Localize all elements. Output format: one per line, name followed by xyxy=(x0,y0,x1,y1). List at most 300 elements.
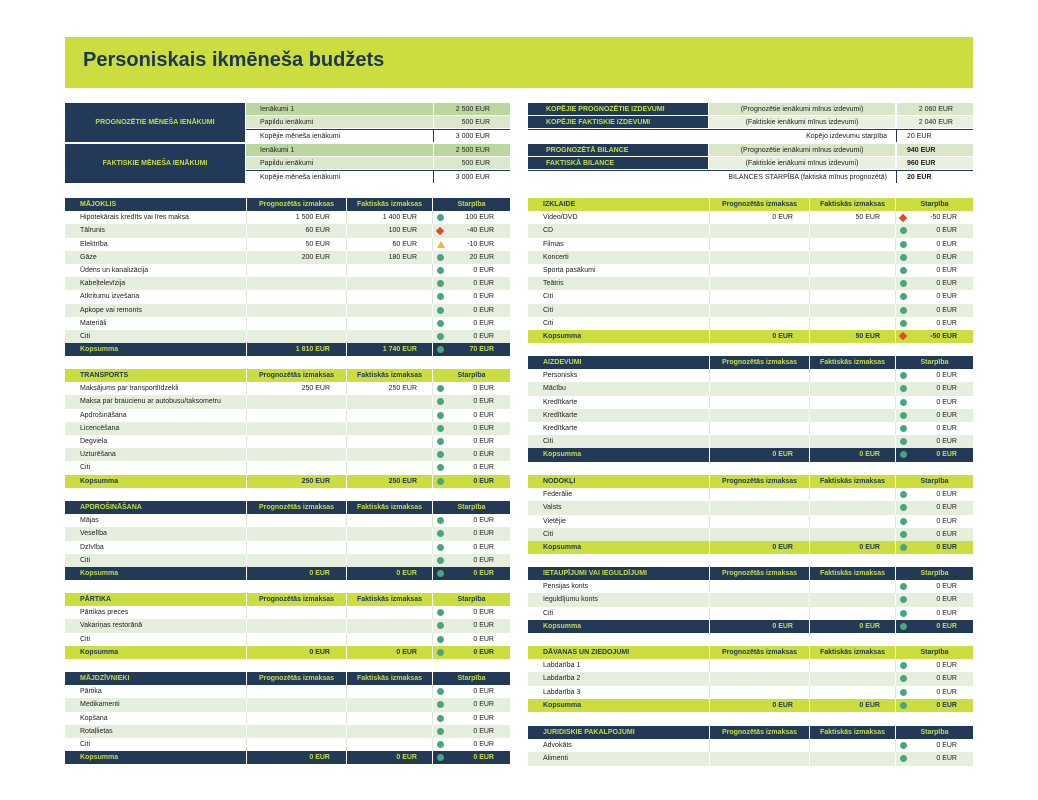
actual-cell[interactable] xyxy=(346,619,432,632)
table-row[interactable] xyxy=(65,317,510,330)
green-indicator-icon xyxy=(900,689,907,696)
difference-value: 0 EUR xyxy=(936,267,957,275)
projected-income-row[interactable] xyxy=(246,116,510,129)
projected-cell[interactable] xyxy=(246,712,346,725)
projected-cell[interactable] xyxy=(246,409,346,422)
projected-cell[interactable] xyxy=(709,739,809,752)
actual-cell[interactable] xyxy=(346,435,432,448)
projected-income-total-row[interactable] xyxy=(246,129,510,142)
row-label: Dzīvība xyxy=(80,543,104,551)
actual-cell[interactable] xyxy=(809,382,895,395)
projected-cell[interactable] xyxy=(246,317,346,330)
projected-cell[interactable] xyxy=(709,607,809,620)
projected-cell[interactable] xyxy=(709,264,809,277)
table-row[interactable] xyxy=(528,607,973,620)
projected-cell[interactable]: 1 500 EUR xyxy=(246,211,346,224)
column-header-actual: Faktiskās izmaksas xyxy=(809,726,895,739)
actual-cell[interactable]: 50 EUR xyxy=(809,211,895,224)
projected-cell[interactable] xyxy=(709,277,809,290)
green-indicator-icon xyxy=(900,293,907,300)
actual-cell[interactable] xyxy=(809,501,895,514)
projected-cell[interactable] xyxy=(246,290,346,303)
column-header-projected: Prognozētās izmaksas xyxy=(709,567,809,580)
difference-cell xyxy=(895,607,973,620)
green-indicator-icon xyxy=(437,464,444,471)
projected-cell[interactable] xyxy=(246,264,346,277)
actual-cell[interactable] xyxy=(346,422,432,435)
total-difference-value: 0 EUR xyxy=(473,477,494,485)
section-header xyxy=(528,726,973,739)
row-label: Citi xyxy=(543,438,554,446)
column-header-difference: Starpība xyxy=(432,672,510,685)
table-row[interactable] xyxy=(65,738,510,751)
actual-cell[interactable] xyxy=(809,396,895,409)
projected-cell[interactable] xyxy=(246,395,346,408)
row-label: Kredītkarte xyxy=(543,425,578,433)
actual-cell[interactable]: 250 EUR xyxy=(346,382,432,395)
table-row[interactable] xyxy=(65,541,510,554)
projected-cell[interactable] xyxy=(246,448,346,461)
difference-cell xyxy=(895,515,973,528)
table-row[interactable] xyxy=(65,448,510,461)
actual-cell[interactable] xyxy=(809,528,895,541)
table-row[interactable] xyxy=(65,290,510,303)
actual-cell[interactable] xyxy=(346,317,432,330)
actual-cell[interactable] xyxy=(346,304,432,317)
projected-cell[interactable]: 250 EUR xyxy=(246,382,346,395)
balance-row-label xyxy=(528,171,708,183)
actual-cell[interactable]: 100 EUR xyxy=(346,224,432,237)
table-row[interactable] xyxy=(65,633,510,646)
actual-cell[interactable] xyxy=(809,739,895,752)
column-header-projected: Prognozētās izmaksas xyxy=(709,198,809,211)
column-header-projected: Prognozētās izmaksas xyxy=(246,198,346,211)
table-row[interactable] xyxy=(65,712,510,725)
table-row[interactable] xyxy=(65,304,510,317)
projected-cell[interactable] xyxy=(709,369,809,382)
row-label: Kredītkarte xyxy=(543,398,578,406)
actual-cell[interactable] xyxy=(346,461,432,474)
balance-row[interactable] xyxy=(528,157,973,170)
actual-cell[interactable] xyxy=(346,698,432,711)
table-row[interactable] xyxy=(528,752,973,765)
actual-cell[interactable] xyxy=(809,686,895,699)
total-label: Kopsumma xyxy=(543,451,582,459)
green-indicator-icon xyxy=(900,241,907,248)
balance-row-note: (Faktiskie ienākumi mīnus izdevumi) xyxy=(709,116,895,128)
actual-cell[interactable] xyxy=(346,541,432,554)
actual-cell[interactable] xyxy=(346,264,432,277)
actual-cell[interactable] xyxy=(346,290,432,303)
table-row[interactable] xyxy=(528,409,973,422)
table-row[interactable] xyxy=(528,686,973,699)
table-row[interactable] xyxy=(528,396,973,409)
section-majdzivnieki xyxy=(65,672,510,764)
green-indicator-icon xyxy=(900,702,907,709)
table-row[interactable] xyxy=(528,211,973,224)
balance-row-label: KOPĒJIE FAKTISKIE IZDEVUMI xyxy=(528,116,708,128)
table-row[interactable] xyxy=(65,461,510,474)
balance-difference-row[interactable] xyxy=(528,129,973,142)
balance-difference-row[interactable] xyxy=(528,170,973,183)
row-label: Citi xyxy=(543,530,554,538)
projected-cell[interactable] xyxy=(709,251,809,264)
projected-cell[interactable] xyxy=(709,501,809,514)
difference-value: 0 EUR xyxy=(473,688,494,696)
difference-value: 0 EUR xyxy=(936,517,957,525)
table-row[interactable] xyxy=(65,264,510,277)
projected-cell[interactable] xyxy=(246,422,346,435)
total-difference-value: 0 EUR xyxy=(473,648,494,656)
section-nodokli xyxy=(528,475,973,554)
table-row[interactable] xyxy=(65,554,510,567)
table-row[interactable] xyxy=(528,369,973,382)
table-row[interactable] xyxy=(528,382,973,395)
difference-value: 0 EUR xyxy=(473,741,494,749)
table-row[interactable] xyxy=(528,580,973,593)
projected-cell[interactable]: 0 EUR xyxy=(709,211,809,224)
projected-cell[interactable] xyxy=(709,304,809,317)
difference-cell xyxy=(432,224,510,237)
total-label: Kopsumma xyxy=(80,570,119,578)
table-row[interactable] xyxy=(528,422,973,435)
table-row[interactable] xyxy=(65,330,510,343)
projected-cell[interactable] xyxy=(709,488,809,501)
projected-income-row[interactable] xyxy=(246,103,510,116)
balance-row-label: KOPĒJIE PROGNOZĒTIE IZDEVUMI xyxy=(528,103,708,115)
table-row[interactable] xyxy=(65,277,510,290)
projected-cell[interactable] xyxy=(246,527,346,540)
section-title: IZKLAIDE xyxy=(543,201,576,209)
section-juridiskie xyxy=(528,726,973,766)
projected-cell[interactable] xyxy=(246,304,346,317)
row-label: Citi xyxy=(80,332,91,340)
balance-row-value: 940 EUR xyxy=(896,144,973,156)
column-header-projected: Prognozētās izmaksas xyxy=(709,646,809,659)
difference-cell xyxy=(432,448,510,461)
actual-cell[interactable] xyxy=(346,633,432,646)
green-indicator-icon xyxy=(437,715,444,722)
row-label: Pensijas konts xyxy=(543,583,589,591)
row-label: CD xyxy=(543,227,554,235)
table-row[interactable] xyxy=(528,290,973,303)
green-indicator-icon xyxy=(900,451,907,458)
projected-cell[interactable] xyxy=(709,580,809,593)
difference-cell xyxy=(895,369,973,382)
actual-cell[interactable] xyxy=(809,264,895,277)
actual-cell[interactable] xyxy=(346,448,432,461)
table-row[interactable] xyxy=(528,672,973,685)
total-projected: 0 EUR xyxy=(709,541,809,554)
table-row[interactable] xyxy=(528,739,973,752)
total-actual: 0 EUR xyxy=(809,448,895,461)
projected-cell[interactable] xyxy=(709,409,809,422)
table-row[interactable] xyxy=(65,606,510,619)
column-header-projected: Prognozētās izmaksas xyxy=(709,356,809,369)
table-row[interactable] xyxy=(528,515,973,528)
projected-cell[interactable] xyxy=(709,317,809,330)
projected-cell[interactable] xyxy=(246,606,346,619)
projected-cell[interactable] xyxy=(246,685,346,698)
column-header-difference: Starpība xyxy=(895,198,973,211)
projected-cell[interactable] xyxy=(709,528,809,541)
actual-cell[interactable] xyxy=(809,752,895,765)
projected-cell[interactable] xyxy=(709,224,809,237)
projected-cell[interactable] xyxy=(246,554,346,567)
actual-cell[interactable] xyxy=(346,330,432,343)
actual-income-row[interactable] xyxy=(246,144,510,157)
row-label: Hipotekārais kredīts vai īres maksa xyxy=(80,214,189,222)
projected-cell[interactable] xyxy=(246,619,346,632)
difference-value: -10 EUR xyxy=(467,240,494,248)
difference-cell xyxy=(432,395,510,408)
actual-cell[interactable] xyxy=(346,685,432,698)
green-indicator-icon xyxy=(437,254,444,261)
difference-value: 0 EUR xyxy=(936,319,957,327)
total-projected: 0 EUR xyxy=(709,448,809,461)
green-indicator-icon xyxy=(437,688,444,695)
actual-cell[interactable] xyxy=(346,554,432,567)
actual-cell[interactable] xyxy=(346,277,432,290)
table-row[interactable] xyxy=(528,488,973,501)
projected-cell[interactable] xyxy=(246,633,346,646)
difference-value: 0 EUR xyxy=(473,530,494,538)
projected-cell[interactable] xyxy=(246,461,346,474)
table-row[interactable] xyxy=(65,238,510,251)
actual-cell[interactable] xyxy=(346,395,432,408)
table-row[interactable] xyxy=(65,619,510,632)
green-indicator-icon xyxy=(437,530,444,537)
actual-cell[interactable] xyxy=(346,409,432,422)
row-label: Apdrošināšana xyxy=(80,411,127,419)
row-label: Veselība xyxy=(80,530,107,538)
actual-cell[interactable] xyxy=(346,712,432,725)
table-row[interactable] xyxy=(65,685,510,698)
projected-cell[interactable] xyxy=(246,725,346,738)
actual-cell[interactable] xyxy=(809,317,895,330)
section-majoklis xyxy=(65,198,510,356)
row-label: Citi xyxy=(80,556,91,564)
projected-cell[interactable] xyxy=(246,738,346,751)
column-header-difference: Starpība xyxy=(432,369,510,382)
projected-cell[interactable] xyxy=(709,752,809,765)
difference-cell xyxy=(432,461,510,474)
green-indicator-icon xyxy=(437,307,444,314)
actual-cell[interactable] xyxy=(346,738,432,751)
projected-cell[interactable] xyxy=(246,514,346,527)
balance-row[interactable] xyxy=(528,103,973,116)
actual-cell[interactable] xyxy=(809,672,895,685)
table-row[interactable] xyxy=(528,251,973,264)
row-label: Papildu ienākumi xyxy=(260,159,314,167)
green-indicator-icon xyxy=(437,544,444,551)
difference-cell xyxy=(895,752,973,765)
actual-cell[interactable] xyxy=(809,277,895,290)
balance-row-label xyxy=(528,130,708,142)
projected-cell[interactable]: 60 EUR xyxy=(246,224,346,237)
table-row[interactable] xyxy=(65,514,510,527)
row-label: Maksa par braucienu ar autobusu/taksometru xyxy=(80,398,221,406)
table-row[interactable] xyxy=(528,264,973,277)
actual-income-row[interactable] xyxy=(246,157,510,170)
table-row[interactable] xyxy=(65,435,510,448)
balance-row[interactable] xyxy=(528,116,973,129)
table-row[interactable] xyxy=(528,501,973,514)
row-label: Labdarība 2 xyxy=(543,675,581,683)
table-row[interactable] xyxy=(65,382,510,395)
actual-cell[interactable] xyxy=(809,290,895,303)
actual-cell[interactable] xyxy=(346,527,432,540)
projected-cell[interactable] xyxy=(246,541,346,554)
actual-cell[interactable] xyxy=(346,606,432,619)
actual-cell[interactable] xyxy=(809,304,895,317)
table-row[interactable] xyxy=(65,527,510,540)
projected-cell[interactable] xyxy=(709,396,809,409)
actual-cell[interactable] xyxy=(809,515,895,528)
projected-cell[interactable] xyxy=(246,435,346,448)
projected-cell[interactable] xyxy=(246,330,346,343)
balance-row[interactable] xyxy=(528,144,973,157)
row-label: Licencēšana xyxy=(80,424,120,432)
actual-cell[interactable] xyxy=(809,224,895,237)
row-label: Kopējie mēneša ienākumi xyxy=(260,173,341,181)
section-header xyxy=(528,567,973,580)
total-actual: 1 740 EUR xyxy=(346,343,432,356)
projected-cell[interactable] xyxy=(709,435,809,448)
difference-cell xyxy=(432,698,510,711)
actual-cell[interactable] xyxy=(809,251,895,264)
table-row[interactable] xyxy=(528,435,973,448)
green-indicator-icon xyxy=(437,754,444,761)
actual-cell[interactable] xyxy=(809,369,895,382)
difference-value: 0 EUR xyxy=(936,372,957,380)
actual-cell[interactable]: 180 EUR xyxy=(346,251,432,264)
table-row[interactable] xyxy=(528,277,973,290)
total-row xyxy=(528,620,973,633)
projected-cell[interactable] xyxy=(246,698,346,711)
actual-cell[interactable] xyxy=(809,607,895,620)
difference-cell xyxy=(895,580,973,593)
actual-cell[interactable] xyxy=(809,593,895,606)
table-row[interactable] xyxy=(528,304,973,317)
actual-cell[interactable] xyxy=(809,422,895,435)
difference-cell xyxy=(432,619,510,632)
table-row[interactable] xyxy=(65,409,510,422)
projected-cell[interactable] xyxy=(709,290,809,303)
actual-cell[interactable] xyxy=(809,659,895,672)
projected-cell[interactable] xyxy=(246,277,346,290)
actual-cell[interactable]: 60 EUR xyxy=(346,238,432,251)
table-row[interactable] xyxy=(528,238,973,251)
projected-cell[interactable]: 50 EUR xyxy=(246,238,346,251)
difference-cell xyxy=(432,712,510,725)
total-difference-value: 0 EUR xyxy=(936,451,957,459)
table-row[interactable] xyxy=(65,251,510,264)
difference-cell xyxy=(895,264,973,277)
projected-cell[interactable] xyxy=(709,238,809,251)
section-title: MĀJOKLIS xyxy=(80,201,117,209)
section-ietaupijumi xyxy=(528,567,973,633)
column-header-actual: Faktiskās izmaksas xyxy=(346,501,432,514)
projected-cell[interactable]: 200 EUR xyxy=(246,251,346,264)
table-row[interactable] xyxy=(65,698,510,711)
section-header xyxy=(528,646,973,659)
difference-cell xyxy=(432,685,510,698)
section-header xyxy=(65,593,510,606)
actual-cell[interactable]: 1 400 EUR xyxy=(346,211,432,224)
row-label: Atkritumu izvešana xyxy=(80,293,140,301)
difference-value: 0 EUR xyxy=(473,438,494,446)
projected-cell[interactable] xyxy=(709,515,809,528)
actual-income-total-row[interactable] xyxy=(246,170,510,183)
difference-cell xyxy=(432,238,510,251)
table-row[interactable] xyxy=(65,725,510,738)
green-indicator-icon xyxy=(437,570,444,577)
difference-cell xyxy=(432,409,510,422)
difference-cell xyxy=(895,422,973,435)
actual-cell[interactable] xyxy=(346,725,432,738)
actual-cell[interactable] xyxy=(809,435,895,448)
actual-cell[interactable] xyxy=(809,488,895,501)
projected-cell[interactable] xyxy=(709,686,809,699)
difference-value: 0 EUR xyxy=(936,438,957,446)
projected-cell[interactable] xyxy=(709,672,809,685)
green-indicator-icon xyxy=(437,649,444,656)
section-izklaide xyxy=(528,198,973,343)
table-row[interactable] xyxy=(65,224,510,237)
table-row[interactable] xyxy=(65,395,510,408)
actual-cell[interactable] xyxy=(809,409,895,422)
difference-value: 0 EUR xyxy=(473,464,494,472)
difference-value: 0 EUR xyxy=(473,398,494,406)
total-difference-value: 70 EUR xyxy=(469,346,494,354)
column-header-actual: Faktiskās izmaksas xyxy=(346,198,432,211)
table-row[interactable] xyxy=(65,211,510,224)
table-row[interactable] xyxy=(528,528,973,541)
balance-row-note: (Prognozētie ienākumi mīnus izdevumi) xyxy=(709,103,895,115)
table-row[interactable] xyxy=(528,593,973,606)
projected-cell[interactable] xyxy=(709,659,809,672)
green-indicator-icon xyxy=(900,412,907,419)
projected-cell[interactable] xyxy=(709,422,809,435)
green-indicator-icon xyxy=(900,531,907,538)
section-title: MĀJDZĪVNIEKI xyxy=(80,675,130,683)
actual-cell[interactable] xyxy=(809,580,895,593)
difference-value: 0 EUR xyxy=(936,411,957,419)
row-label: Labdarība 3 xyxy=(543,688,581,696)
yellow-indicator-icon xyxy=(437,241,445,248)
table-row[interactable] xyxy=(528,224,973,237)
row-label: Materiāli xyxy=(80,319,107,327)
total-difference xyxy=(432,567,510,580)
balance-row-note: (Faktiskie ienākumi mīnus izdevumi) xyxy=(709,157,895,169)
projected-cell[interactable] xyxy=(709,382,809,395)
difference-value: 0 EUR xyxy=(936,293,957,301)
row-label: Advokāts xyxy=(543,742,572,750)
section-title: PĀRTIKA xyxy=(80,596,112,604)
table-row[interactable] xyxy=(528,659,973,672)
column-header-actual: Faktiskās izmaksas xyxy=(809,356,895,369)
section-title: AIZDEVUMI xyxy=(543,359,582,367)
total-difference xyxy=(895,620,973,633)
projected-cell[interactable] xyxy=(709,593,809,606)
table-row[interactable] xyxy=(65,422,510,435)
actual-cell[interactable] xyxy=(346,514,432,527)
table-row[interactable] xyxy=(528,317,973,330)
difference-cell xyxy=(895,238,973,251)
actual-cell[interactable] xyxy=(809,238,895,251)
row-label: Teātris xyxy=(543,280,564,288)
